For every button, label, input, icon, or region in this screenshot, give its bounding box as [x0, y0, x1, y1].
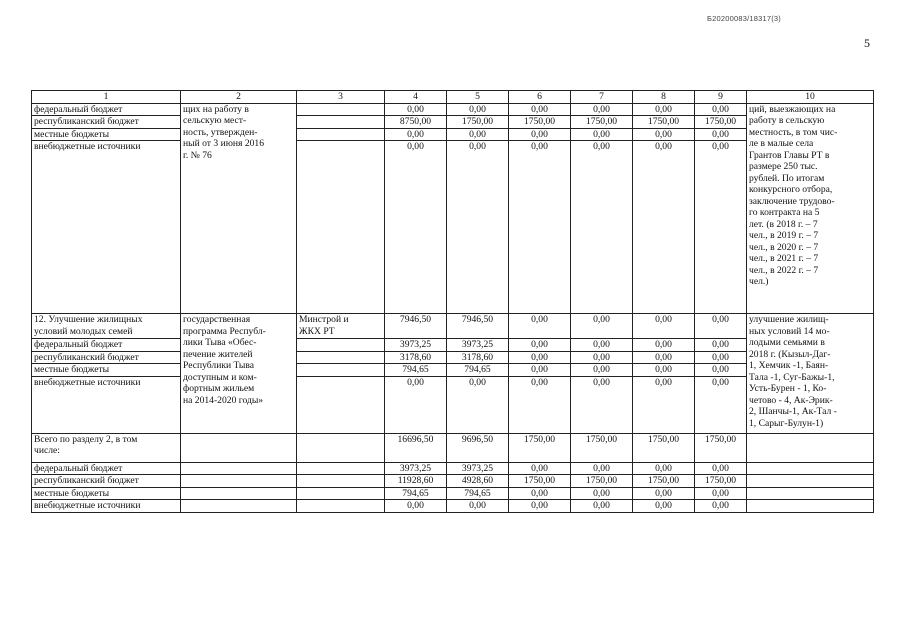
value-cell: 1750,00	[695, 116, 747, 129]
value-cell: 1750,00	[447, 116, 509, 129]
row-label: республиканский бюджет	[32, 475, 181, 488]
executor-cell	[297, 462, 385, 475]
value-cell: 0,00	[385, 141, 447, 314]
value-cell: 0,00	[695, 103, 747, 116]
value-cell: 1750,00	[571, 433, 633, 462]
value-cell: 0,00	[571, 500, 633, 513]
value-cell: 0,00	[571, 364, 633, 377]
value-cell: 9696,50	[447, 433, 509, 462]
executor-cell	[297, 487, 385, 500]
executor-cell	[297, 433, 385, 462]
row-label: местные бюджеты	[32, 364, 181, 377]
value-cell: 0,00	[509, 339, 571, 352]
column-number: 5	[447, 91, 509, 104]
value-cell: 1750,00	[509, 475, 571, 488]
table-row	[32, 487, 874, 500]
value-cell: 0,00	[385, 376, 447, 433]
executor-cell	[297, 376, 385, 433]
value-cell: 0,00	[695, 487, 747, 500]
value-cell: 8750,00	[385, 116, 447, 129]
executor-cell	[297, 475, 385, 488]
program-cell	[181, 487, 297, 500]
executor-cell	[297, 339, 385, 352]
value-cell: 3973,25	[447, 462, 509, 475]
page-number: 5	[864, 36, 870, 50]
table-row	[32, 314, 874, 339]
row-label: местные бюджеты	[32, 128, 181, 141]
program-cell	[181, 462, 297, 475]
value-cell: 794,65	[385, 364, 447, 377]
value-cell: 0,00	[633, 462, 695, 475]
value-cell: 0,00	[695, 364, 747, 377]
value-cell: 0,00	[633, 351, 695, 364]
value-cell: 0,00	[385, 128, 447, 141]
value-cell: 0,00	[571, 128, 633, 141]
result-cell	[747, 475, 874, 488]
value-cell: 0,00	[571, 351, 633, 364]
value-cell: 1750,00	[695, 433, 747, 462]
result-cell	[747, 487, 874, 500]
executor-cell	[297, 116, 385, 129]
row-label: республиканский бюджет	[32, 116, 181, 129]
value-cell: 0,00	[571, 141, 633, 314]
value-cell: 0,00	[509, 351, 571, 364]
value-cell: 1750,00	[633, 433, 695, 462]
executor-cell	[297, 141, 385, 314]
value-cell: 0,00	[695, 128, 747, 141]
value-cell: 0,00	[633, 339, 695, 352]
value-cell: 7946,50	[385, 314, 447, 339]
table-row	[32, 475, 874, 488]
program-cell	[181, 475, 297, 488]
column-number: 4	[385, 91, 447, 104]
value-cell: 0,00	[695, 500, 747, 513]
value-cell: 0,00	[633, 364, 695, 377]
value-cell: 1750,00	[509, 116, 571, 129]
value-cell: 0,00	[695, 141, 747, 314]
value-cell: 0,00	[695, 339, 747, 352]
value-cell: 0,00	[385, 500, 447, 513]
column-number: 8	[633, 91, 695, 104]
value-cell: 0,00	[509, 462, 571, 475]
value-cell: 0,00	[447, 103, 509, 116]
budget-table	[31, 90, 874, 513]
program-cell	[181, 433, 297, 462]
value-cell: 0,00	[509, 103, 571, 116]
value-cell: 0,00	[571, 314, 633, 339]
result-cell: улучшение жилищ- ных условий 14 мо- лодыми семьями в 2018 г. (Кызыл-Даг- 1, Хемчик -1, Баян- Тала -1, Суг-Бажы-1, Усть-Бурен - 1, Ко- четово - 4, Ак-Эрик- 2, Шанчы-1, Ак-Тал - 1, Сарыг-Булун-1)	[747, 314, 874, 434]
value-cell: 0,00	[571, 462, 633, 475]
value-cell: 0,00	[633, 103, 695, 116]
result-cell	[747, 433, 874, 462]
table-row	[32, 462, 874, 475]
value-cell: 794,65	[447, 364, 509, 377]
value-cell: 794,65	[385, 487, 447, 500]
value-cell: 0,00	[385, 103, 447, 116]
value-cell: 4928,60	[447, 475, 509, 488]
executor-cell	[297, 103, 385, 116]
value-cell: 0,00	[509, 364, 571, 377]
value-cell: 3973,25	[447, 339, 509, 352]
result-cell: ций, выезжающих на работу в сельскую местность, в том чис- ле в малые села Грантов Главы РТ в размере 250 тыс. рублей. По итогам конкурсного отбора, заключение трудово- го контракта на 5 лет. (в 2018 г. – 7 чел., в 2019 г. – 7 чел., в 2020 г. – 7 чел., в 2021 г. – 7 чел., в 2022 г. – 7 чел.)	[747, 103, 874, 314]
row-label: местные бюджеты	[32, 487, 181, 500]
value-cell: 1750,00	[695, 475, 747, 488]
row-label: республиканский бюджет	[32, 351, 181, 364]
table-row	[32, 103, 874, 116]
row-label: внебюджетные источники	[32, 376, 181, 433]
value-cell: 0,00	[633, 487, 695, 500]
value-cell: 0,00	[633, 314, 695, 339]
value-cell: 11928,60	[385, 475, 447, 488]
value-cell: 794,65	[447, 487, 509, 500]
column-number: 10	[747, 91, 874, 104]
value-cell: 3178,60	[447, 351, 509, 364]
value-cell: 0,00	[509, 487, 571, 500]
row-label: внебюджетные источники	[32, 141, 181, 314]
value-cell: 3973,25	[385, 462, 447, 475]
row-title: Всего по разделу 2, в том числе:	[32, 433, 181, 462]
value-cell: 0,00	[633, 141, 695, 314]
row-label: федеральный бюджет	[32, 103, 181, 116]
value-cell: 1750,00	[633, 475, 695, 488]
value-cell: 0,00	[509, 500, 571, 513]
value-cell: 7946,50	[447, 314, 509, 339]
value-cell: 0,00	[509, 141, 571, 314]
value-cell: 0,00	[509, 128, 571, 141]
result-cell	[747, 500, 874, 513]
executor-cell: Минстрой и ЖКХ РТ	[297, 314, 385, 339]
row-title: 12. Улучшение жилищных условий молодых семей	[32, 314, 181, 339]
column-number: 1	[32, 91, 181, 104]
value-cell: 3178,60	[385, 351, 447, 364]
value-cell: 0,00	[633, 128, 695, 141]
value-cell: 1750,00	[571, 116, 633, 129]
executor-cell	[297, 364, 385, 377]
program-cell: государственная программа Республ- лики Тыва «Обес- печение жителей Республики Тыва доступным и ком- фортным жильем на 2014-2020 годы»	[181, 314, 297, 434]
program-cell: щих на работу в сельскую мест- ность, утвержден- ный от 3 июня 2016 г. № 76	[181, 103, 297, 314]
executor-cell	[297, 128, 385, 141]
value-cell: 0,00	[571, 339, 633, 352]
value-cell: 0,00	[571, 103, 633, 116]
value-cell: 0,00	[447, 376, 509, 433]
value-cell: 0,00	[695, 376, 747, 433]
column-number: 3	[297, 91, 385, 104]
value-cell: 0,00	[447, 141, 509, 314]
value-cell: 1750,00	[633, 116, 695, 129]
program-cell	[181, 500, 297, 513]
row-label: федеральный бюджет	[32, 339, 181, 352]
column-number-row	[32, 91, 874, 104]
value-cell: 0,00	[509, 314, 571, 339]
value-cell: 0,00	[633, 376, 695, 433]
value-cell: 0,00	[695, 351, 747, 364]
value-cell: 0,00	[571, 487, 633, 500]
value-cell: 0,00	[695, 462, 747, 475]
table-row	[32, 433, 874, 462]
value-cell: 0,00	[633, 500, 695, 513]
executor-cell	[297, 500, 385, 513]
value-cell: 3973,25	[385, 339, 447, 352]
table-row	[32, 500, 874, 513]
value-cell: 1750,00	[571, 475, 633, 488]
row-label: внебюджетные источники	[32, 500, 181, 513]
column-number: 7	[571, 91, 633, 104]
value-cell: 0,00	[447, 500, 509, 513]
value-cell: 0,00	[447, 128, 509, 141]
column-number: 2	[181, 91, 297, 104]
document-id: Б20200083/18317(3)	[707, 14, 781, 23]
value-cell: 16696,50	[385, 433, 447, 462]
value-cell: 1750,00	[509, 433, 571, 462]
value-cell: 0,00	[695, 314, 747, 339]
column-number: 6	[509, 91, 571, 104]
row-label: федеральный бюджет	[32, 462, 181, 475]
result-cell	[747, 462, 874, 475]
value-cell: 0,00	[571, 376, 633, 433]
executor-cell	[297, 351, 385, 364]
value-cell: 0,00	[509, 376, 571, 433]
column-number: 9	[695, 91, 747, 104]
